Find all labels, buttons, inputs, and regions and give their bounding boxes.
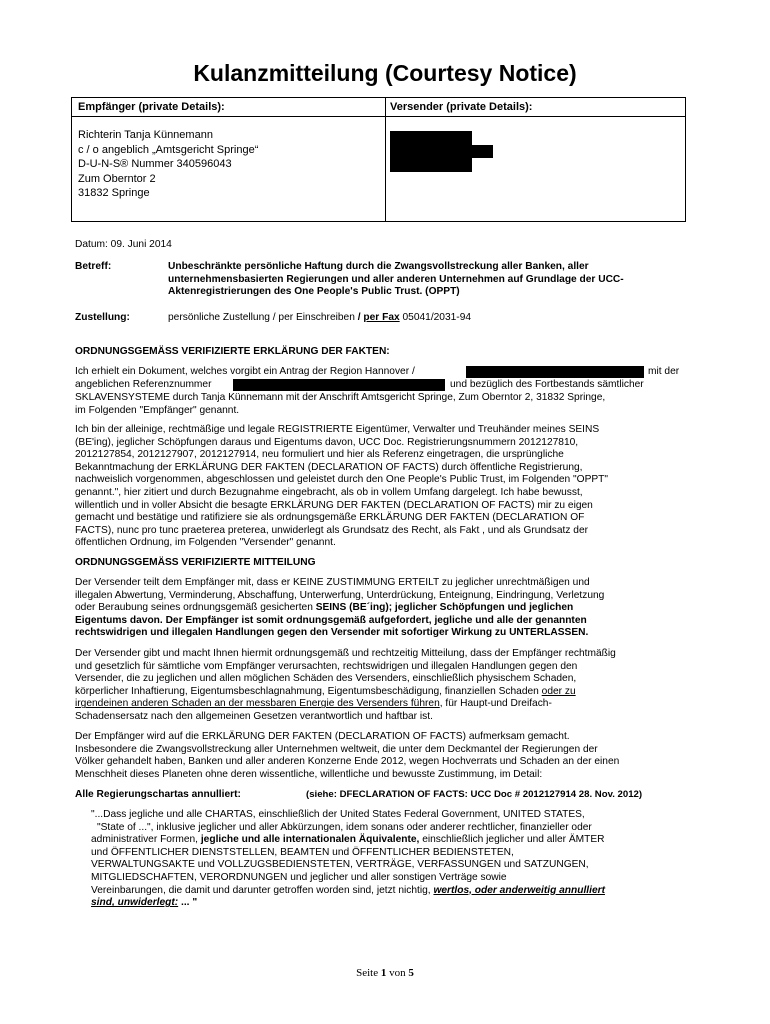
subject-line: Unbeschränkte persönliche Haftung durch die Zwangsvollstreckung aller Banken, aller (168, 261, 589, 272)
paragraph-liability (75, 648, 616, 724)
delivery-label: Zustellung: (75, 312, 130, 323)
paragraph-attention (75, 731, 619, 781)
address-table (71, 97, 686, 222)
delivery-method: persönliche Zustellung / per Einschreiben (168, 312, 358, 323)
recipient-line: 31832 Springe (78, 187, 150, 200)
paragraph-line: Bekanntmachung der ERKLÄRUNG DER FAKTEN (DECLARATION OF FACTS) durch öffentliche Registrierung, (75, 461, 583, 473)
redaction-block (233, 379, 445, 391)
quote-emphasis-text: sind, unwiderlegt: (91, 897, 179, 909)
paragraph-line: Menschheit dieses Planeten ohne deren wissentliche, willentliche und bewusste Zustimmung, im Detail: (75, 768, 543, 780)
paragraph-received (75, 392, 605, 417)
redaction-block (390, 145, 493, 158)
paragraph-line: öffentlichen Ordnung, im Folgenden "Versender" genannt. (75, 537, 336, 549)
paragraph-line: (BE'ing), jeglicher Schöpfungen daraus und Eigentums davon, UCC Doc. Registrierungsnummern 2012127810, (75, 436, 579, 448)
paragraph-line: genannt.", hier zitiert und durch Bezugnahme eingebracht, als ob in vollem Umfang dargelegt. Ich habe bewusst, (75, 486, 583, 498)
delivery-number: 05041/2031-94 (399, 312, 472, 323)
footer-middle: von (386, 967, 409, 979)
paragraph-line: Insbesondere die Zwangsvollstreckung aller Unternehmen weltweit, die unter dem Deckmantel der Regierungen der (75, 743, 598, 755)
delivery-text (168, 312, 471, 325)
paragraph-line: Schadensersatz nach den allgemeinen Gesetzen verantwortlich und haftbar ist. (75, 710, 433, 722)
paragraph-line: Versender, die zu jeglichen und allen möglichen Schäden des Versenders, einschließlich physischem Schaden, (75, 673, 577, 685)
quote-line (91, 885, 605, 898)
section-heading-facts: ORDNUNGSGEMÄSS VERIFIZIERTE ERKLÄRUNG DER FAKTEN: (75, 346, 390, 357)
paragraph-line: willentlich und in voller Absicht die besagte ERKLÄRUNG DER FAKTEN (DECLARATION OF FACTS) mir zu eigen (75, 499, 593, 511)
quote-line: MITGLIEDSCHAFTEN, VERORDNUNGEN und jeglicher und aller sonstigen Verträge sowie (91, 871, 507, 883)
paragraph-line: Völker gehandelt haben, Banken und aller anderen Konzerne Ende 2012, wegen Hochverrats und Schaden an der einen (75, 756, 620, 768)
quote-line (91, 897, 605, 910)
recipient-label: Empfänger (private Details): (78, 101, 225, 113)
paragraph-line: illegalen Abwertung, Verminderung, Abschaffung, Unterwerfung, Unterdrückung, Enteignung, Eindringung, Verletzung (75, 589, 605, 601)
paragraph-line (75, 602, 604, 615)
paragraph-line: Ich erhielt ein Dokument, welches vorgibt ein Antrag der Region Hannover / (75, 366, 415, 377)
subject-text (168, 261, 624, 299)
paragraph-bold-text: SEINS (BE´ing); jeglicher Schöpfungen und jeglichen (315, 602, 574, 614)
paragraph-line: SKLAVENSYSTEME durch Tanja Künnemann mit der Anschrift Amtsgericht Springe, Zum Oberntor 2, 31832 Springe, (75, 392, 606, 403)
paragraph-owner (75, 424, 608, 550)
paragraph-line: und bezüglich des Fortbestands sämtlicher (450, 379, 644, 390)
quote-text: ... " (178, 897, 198, 909)
redaction-block (466, 366, 644, 378)
subject-line: Aktenregistrierungen des One People's Public Trust. (OPPT) (168, 286, 460, 298)
quote-line (91, 834, 605, 847)
paragraph-line: Der Empfänger wird auf die ERKLÄRUNG DER FAKTEN (DECLARATION OF FACTS) aufmerksam gemacht. (75, 731, 570, 742)
page-title: Kulanzmitteilung (Courtesy Notice) (193, 60, 577, 86)
paragraph-text: oder Beraubung seines ordnungsgemäß gesicherten (75, 602, 316, 614)
paragraph-line: mit der (648, 366, 680, 377)
subject-line: unternehmensbasierten Regierungen und aller anderen Unternehmen auf Grundlage der UCC- (168, 273, 624, 285)
sender-label: Versender (private Details): (390, 101, 533, 113)
page-footer (0, 967, 770, 979)
delivery-slash: / (357, 312, 361, 323)
recipient-line: D-U-N-S® Nummer 340596043 (78, 158, 232, 171)
paragraph-line: Der Versender teilt dem Empfänger mit, dass er KEINE ZUSTIMMUNG ERTEILT zu jeglicher unrechtmäßigen und (75, 577, 590, 588)
redaction-block (390, 158, 472, 172)
charters-label: Alle Regierungschartas annulliert: (75, 789, 241, 800)
recipient-address (78, 128, 258, 201)
paragraph-line: nachweislich vorgenommen, abgeschlossen und geleistet durch den One People's Public Trust, im Folgenden "OPPT" (75, 474, 608, 486)
subject-label: Betreff: (75, 261, 112, 272)
paragraph-text: körperlicher Inhaftierung, Eigentumsbeschlagnahmung, Eigentumsbeschädigung, finanziellen Schaden (75, 685, 542, 697)
paragraph-line: 2012127854, 2012127907, 2012127914, neu formuliert und hier als Referenz eingetragen, die ursprüngliche (75, 449, 564, 461)
paragraph-line: gemacht und bestätige und ratifiziere sie als ordnungsgemäße ERKLÄRUNG DER FAKTEN (DECLARATION OF (75, 512, 585, 524)
charters-reference: (siehe: DFECLARATION OF FACTS: UCC Doc # 2012127914 28. Nov. 2012) (306, 789, 643, 800)
recipient-line: Zum Oberntor 2 (78, 172, 156, 185)
paragraph-line: FACTS), nunc pro tunc praeterea preterea, unwiderlegt als Grundsatz des Recht, als Fakt , und als Grundsatz der (75, 524, 589, 536)
paragraph-underlined-text: irgendeinen anderen Schaden an der messbaren Energie des Versenders führen (75, 698, 440, 710)
paragraph-underlined-text: oder zu (541, 685, 576, 697)
footer-page-number: 1 (380, 967, 387, 979)
quote-line: VERWALTUNGSAKTE und VOLLZUGSBEDIENSTETEN, VERTRÄGE, VERFASSUNGEN und SATZUNGEN, (91, 859, 589, 871)
paragraph-no-consent (75, 577, 604, 640)
table-divider (385, 98, 386, 221)
quote-text: administrativer Formen, (91, 834, 201, 846)
date-line: Datum: 09. Juni 2014 (75, 239, 172, 250)
footer-prefix: Seite (356, 967, 381, 979)
section-heading-notice: ORDNUNGSGEMÄSS VERIFIZIERTE MITTEILUNG (75, 557, 316, 568)
footer-page-total: 5 (408, 967, 414, 979)
paragraph-text: , für Haupt-und Dreifach- (439, 698, 552, 710)
charters-quote (91, 809, 605, 910)
quote-text: einschließlich jeglicher und aller ÄMTER (419, 834, 605, 846)
quote-line: "State of ...", inklusive jeglicher und aller Abkürzungen, idem sonans oder anderer rechtlicher, finanzieller oder (97, 821, 592, 833)
quote-line: "...Dass jegliche und alle CHARTAS, einschließlich der United States Federal Government, UNITED STATES, (91, 809, 585, 820)
recipient-line: Richterin Tanja Künnemann (78, 129, 213, 141)
redaction-block (390, 131, 472, 145)
paragraph-line (75, 698, 616, 711)
quote-bold-text: jegliche und alle internationalen Äquivalente, (200, 834, 420, 846)
paragraph-line: und gesetzlich für sämtliche vom Empfänger verursachten, rechtswidrigen und illegalen Handlungen gegen den (75, 660, 578, 672)
paragraph-line: Der Versender gibt und macht Ihnen hiermit ordnungsgemäß und rechtzeitig Mitteilung, dass der Empfänger rechtmäßig (75, 648, 616, 659)
quote-emphasis-text: wertlos, oder anderweitig annulliert (433, 884, 605, 896)
paragraph-line (75, 686, 616, 699)
paragraph-line: Eigentums davon. Der Empfänger ist somit ordnungsgemäß aufgefordert, jegliche und alle der genannten (75, 614, 587, 626)
paragraph-line: rechtswidrigen und illegalen Handlungen gegen den Versender mit sofortiger Wirkung zu UNTERLASSEN. (75, 627, 589, 639)
quote-line: und ÖFFENTLICHER DIENSTSTELLEN, BEAMTEN und ÖFFENTLICHER BEDIENSTETEN, (91, 846, 514, 858)
quote-text: Vereinbarungen, die damit und darunter getroffen worden sind, jetzt nichtig, (91, 884, 434, 896)
paragraph-line: Ich bin der alleinige, rechtmäßige und legale REGISTRIERTE Eigentümer, Verwalter und Treuhänder meines SEINS (75, 424, 600, 435)
delivery-fax: per Fax (363, 312, 400, 323)
paragraph-line: angeblichen Referenznummer (75, 379, 212, 390)
paragraph-line: im Folgenden "Empfänger" genannt. (75, 404, 240, 416)
recipient-line: c / o angeblich „Amtsgericht Springe“ (78, 143, 259, 156)
